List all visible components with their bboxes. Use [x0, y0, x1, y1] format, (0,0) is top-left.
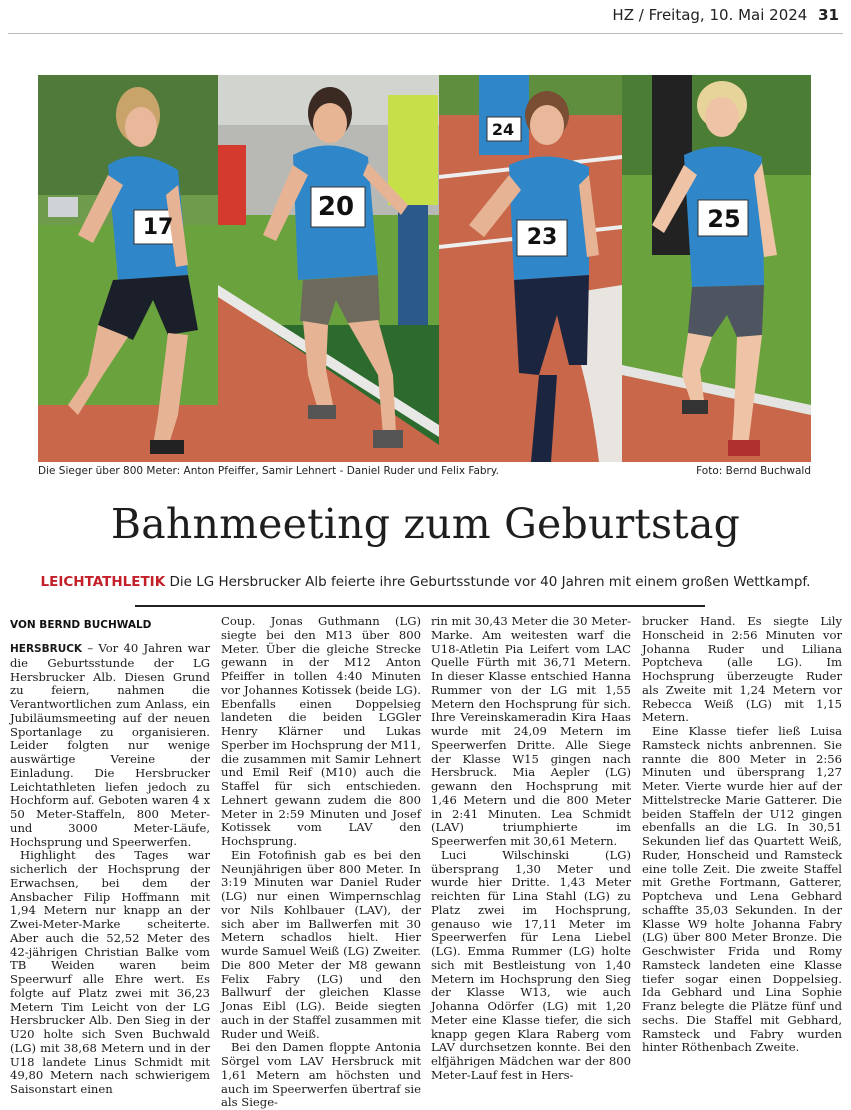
text-column-4: [642, 615, 842, 1055]
text-column-3: [431, 615, 631, 1083]
paragraph: Bei den Damen floppte Antonia Sörgel vom LAV Hersbruck mit 1,61 Metern am höchsten und auch im Speerwerfen übertraf sie als Siege-: [221, 1040, 421, 1110]
text-column-1: [10, 642, 210, 1097]
article-title: Bahnmeeting zum Geburtstag: [110, 500, 741, 548]
dateline: HERSBRUCK: [10, 643, 83, 655]
bib-25: 25: [707, 205, 741, 233]
paragraph: Coup. Jonas Guthmann (LG) siegte bei den M13 über 800 Meter. Über die gleiche Strecke gewann in der M12 Anton Pfeiffer in tollen 4:40 Minuten vor Johannes Kotissek (beide LG). Ebenfalls einen Doppelsieg landeten die beiden LGGler Henry Klärner und Lukas Sperber im Hochsprung der M11, die zusammen mit Samir Lehnert und Emil Reif (M10) auch die Staffel für sich entschieden. Lehnert gewann zudem die 800 Meter in 2:59 Minuten und Josef Kotissek vom LAV den Hochsprung.: [221, 614, 421, 848]
paragraph: Highlight des Tages war sicherlich der Hochsprung der Erwachsen, bei dem der Ansbacher Filip Hoffmann mit 1,94 Metern nur knapp an der Zwei-Meter-Marke scheiterte. Aber auch die 52,52 Meter des 42-jährigen Christian Balke vom TB Weiden waren beim Speerwurf alle Ehre wert. Es folgte auf Platz zwei mit 36,23 Metern Tim Leicht von der LG Hersbrucker Alb. Den Sieg in der U20 holte sich Sven Buchwald (LG) mit 38,68 Metern und in der U18 landete Linus Schmidt mit 49,80 Metern nach schwierigem Saisonstart einen: [10, 848, 210, 1096]
paragraph: brucker Hand. Es siegte Lily Honscheid in 2:56 Minuten vor Johanna Ruder und Liliana Poptcheva (alle LG). Im Hochsprung überzeugte Ruder als Zweite mit 1,24 Metern vor Rebecca Weiß (LG) mit 1,15 Metern.: [642, 614, 842, 725]
photo-runner-17: [38, 75, 218, 462]
bib-20: 20: [317, 192, 355, 222]
paragraph: Luci Wilschinski (LG) übersprang 1,30 Meter und wurde hier Dritte. 1,43 Meter reichten für Lina Stahl (LG) zu Platz zwei im Hochsprung, genauso wie 17,11 Meter im Speerwerfen für Lena Liebel (LG). Emma Rummer (LG) holte sich mit Bestleistung von 1,40 Metern im Hochsprung den Sieg der Klasse W13, wie auch Johanna Odörfer (LG) mit 1,20 Meter eine Klasse tiefer, die sich knapp gegen Klara Raberg vom LAV durchsetzen konnte. Bei den elfjährigen Mädchen war der 800 Meter-Lauf fest in Hers-: [431, 847, 631, 1082]
paragraph: rin mit 30,43 Meter die 30 Meter-Marke. Am weitesten warf die U18-Atletin Pia Leifert vom LAC Quelle Fürth mit 36,71 Metern. In dieser Klasse entschied Hanna Rummer von der LG mit 1,55 Metern den Hochsprung für sich. Ihre Vereinskameradin Kira Haas wurde mit 24,09 Metern im Speerwerfen Dritte. Alle Siege der Klasse W15 gingen nach Hersbruck. Mia Aepler (LG) gewann den Hochsprung mit 1,46 Metern und die 800 Meter in 2:41 Minuten. Lea Schmidt (LAV) triumphierte im Speerwerfen mit 30,61 Metern.: [431, 614, 631, 848]
photo-runner-20: [218, 75, 439, 462]
page-number: 31: [818, 6, 839, 24]
photo-caption: [38, 465, 811, 483]
photo-collage: [38, 75, 811, 462]
photo-runner-23: [439, 75, 622, 462]
article-subtitle: [0, 574, 851, 590]
paragraph: HERSBRUCK – Vor 40 Jahren war die Geburtsstunde der LG Hersbrucker Alb. Diesen Grund zu feiern, nahmen die Verantwortlichen zum Anlass, ein Jubiläumsmeeting auf der neuen Sportanlage zu organisieren. Leider folgten nur wenige auswärtige Vereine der Einladung. Die Hersbrucker Leichtathleten liefen jedoch zu Hochform auf. Geboten waren 4 x 50 Meter-Staffeln, 800 Meter- und 3000 Meter-Läufe, Hochsprung und Speerwerfen.: [10, 641, 211, 849]
header-divider: [8, 33, 843, 34]
page-header: [612, 6, 839, 24]
photo-credit: Foto: Bernd Buchwald: [696, 465, 811, 477]
header-date: HZ / Freitag, 10. Mai 2024: [612, 6, 808, 24]
paragraph: Ein Fotofinish gab es bei den Neunjährigen über 800 Meter. In 3:19 Minuten war Daniel Ruder (LG) nur einen Wimpernschlag vor Nils Kohlbauer (LAV), der sich aber im Ballwerfen mit 30 Metern schadlos hielt. Hier wurde Samuel Weiß (LG) Zweiter. Die 800 Meter der M8 gewann Felix Fabry (LG) und den Ballwurf der gleichen Klasse Jonas Eibl (LG). Beide siegten auch in der Staffel zusammen mit Ruder und Weiß.: [221, 847, 421, 1041]
bib-23: 23: [526, 225, 558, 250]
caption-text: Die Sieger über 800 Meter: Anton Pfeiffer, Samir Lehnert - Daniel Ruder und Felix Fabry.: [38, 465, 499, 477]
paragraph: Eine Klasse tiefer ließ Luisa Ramsteck nichts anbrennen. Sie rannte die 800 Meter in 2:56 Minuten und übersprang 1,27 Meter. Vierte wurde hier auf der Mittelstrecke Marie Gatterer. Die beiden Staffeln der U12 gingen ebenfalls an die LG. In 30,51 Sekunden lief das Quartett Weiß, Ruder, Honscheid und Ramsteck eine tolle Zeit. Die zweite Staffel mit Grethe Fortmann, Gatterer, Poptcheva und Lena Gebhard schaffte 35,03 Sekunden. In der Klasse W9 holte Johanna Fabry (LG) über 800 Meter Bronze. Die Geschwister Frida und Romy Ramsteck landeten eine Klasse tiefer sogar einen Doppelsieg. Ida Gebhard und Lina Sophie Franz belegte die Plätze fünf und sechs. Die Staffel mit Gebhard, Ramsteck und Fabry wurden hinter Röthenbach Zweite.: [642, 724, 842, 1055]
kicker: LEICHTATHLETIK: [40, 574, 166, 590]
bib-24: 24: [491, 120, 515, 139]
subtitle-text: Die LG Hersbrucker Alb feierte ihre Geburtsstunde vor 40 Jahren mit einem großen Wettkampf.: [169, 574, 811, 590]
subtitle-divider: [135, 605, 705, 607]
text-column-2: [221, 615, 421, 1110]
byline: VON BERND BUCHWALD: [10, 619, 152, 631]
photo-runner-25: [622, 75, 811, 462]
bib-17: 17: [142, 215, 174, 240]
